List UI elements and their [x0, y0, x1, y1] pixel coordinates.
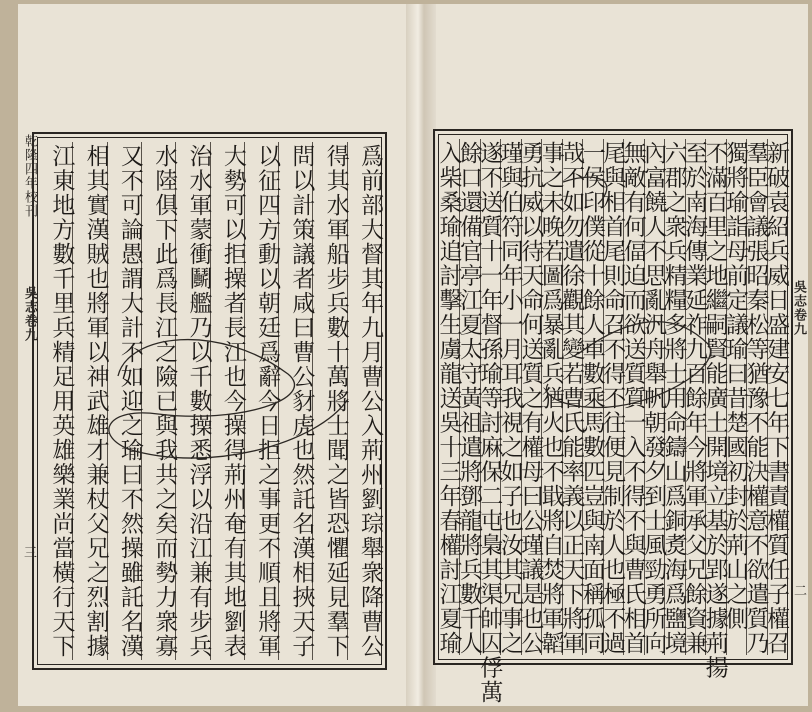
left_page-text-column: 得其水軍船步兵數十萬將士聞之皆恐懼延見羣下 [312, 142, 346, 660]
right_page-text-column: 瑾與伯符同年小一月耳我視之如子也汝其兄事之 [496, 141, 523, 656]
right_page-text-column: 內富饒人不思亂汎舟舉帆朝發夕到士風勁勇所向 [640, 141, 667, 656]
right_page-text-column: 不滿百里之地繼嗣賢能廣土開境立基於郢遂據荊揚 [701, 141, 728, 680]
right_page-text-column: 獨將瑜詣母前定議瑜曰昔楚國初封於荊山之側 [726, 139, 746, 655]
left-page-number: 三 [24, 546, 38, 561]
right_page-text-column: 新破袁紹兵威日盛建安七年下書責權質任子權召 [763, 141, 789, 656]
left_page-text-column: 治水軍蒙衝鬭艦乃以千數操悉浮以沿江兼有步兵 [175, 142, 209, 660]
left_page-text-column: 水陸俱下此爲長江之險已與我共之矣而勢力衆寡 [141, 142, 175, 660]
right_page-text-column: 勇抗威以待天命何送質之有權母曰公瑾議是也公 [517, 141, 544, 656]
right_page-text-column: 遂不送質十一年督孫瑜等討麻保二屯梟其渠帥囚俘萬 [476, 141, 503, 705]
left_page-text-column: 又不可論愚謂大計不如迎之瑜曰不然操雖託名漢 [107, 142, 141, 660]
left_page-text-column: 大勢可以拒操者長江也今操得荊州奄有其地劉表 [210, 142, 244, 660]
right_page-text-column: 餘口還備官亭江夏太守黃祖遣將鄧龍將兵數千人 [455, 141, 482, 656]
right_page-text-column: 事之未晚若圖爲暴亂兵猶火也不戢將自焚將軍韜 [537, 141, 564, 656]
left_page-text-column: 江東地方數千里兵精足用英雄樂業尚當橫行天下 [48, 144, 75, 659]
left_page-text-column: 爲前部大督其年九月曹公入荊州劉琮舉衆降曹公 [347, 142, 381, 660]
right-page-number: 二 [794, 584, 808, 599]
left_page-text-column: 問以計策議者咸曰曹公豺虎也然託名漢相挾天子 [278, 142, 312, 660]
right-text-frame [433, 129, 793, 705]
book-spread [18, 4, 808, 706]
left-text-block [37, 137, 382, 665]
left-margin-edition-label: 乾隆四年校刊 [22, 134, 37, 218]
right_page-text-column: 六郡之衆兵精糧多將士用命鑄山爲銅煑海爲鹽境 [660, 141, 687, 656]
right-margin-book-title: 吳志卷九 [791, 280, 806, 336]
left_page-text-column: 以征四方動以朝廷爲辭今日拒之事更不順且將軍 [244, 142, 278, 660]
left-text-frame [32, 132, 387, 670]
right_page-text-column: 入柴桑瑜追討擊生虜龍送吳十三年春權討江夏瑜 [435, 141, 462, 656]
right_page-text-column: 哉不如勿遣徐觀其變若曹氏能率義以正天下將軍 [558, 141, 585, 656]
book-gutter [406, 4, 436, 706]
right_page-text-column: 無敵有何偪迫而欲送質質一入不得不與曹氏相首 [619, 141, 646, 656]
left_page-text-column: 相其實漢賊也將軍以神武雄才兼杖父兄之烈割據 [72, 142, 106, 660]
right_page-text-column: 尾與相首尾則命召不得不往便見制於人也極不過 [599, 141, 626, 656]
right-text-block [435, 134, 789, 705]
right_page-text-column: 羣臣會議張昭秦松等猶豫不能決權意不欲遣質乃 [742, 141, 769, 656]
right_page-text-column: 至於南海傳業延祚九百餘年今將軍承父兄餘資兼 [681, 141, 708, 656]
left-margin-book-title: 吳志卷九 [22, 286, 37, 342]
right_page-text-column: 一侯印僕從十餘人車數乘馬數匹豈與南面稱孤同 [578, 141, 605, 656]
